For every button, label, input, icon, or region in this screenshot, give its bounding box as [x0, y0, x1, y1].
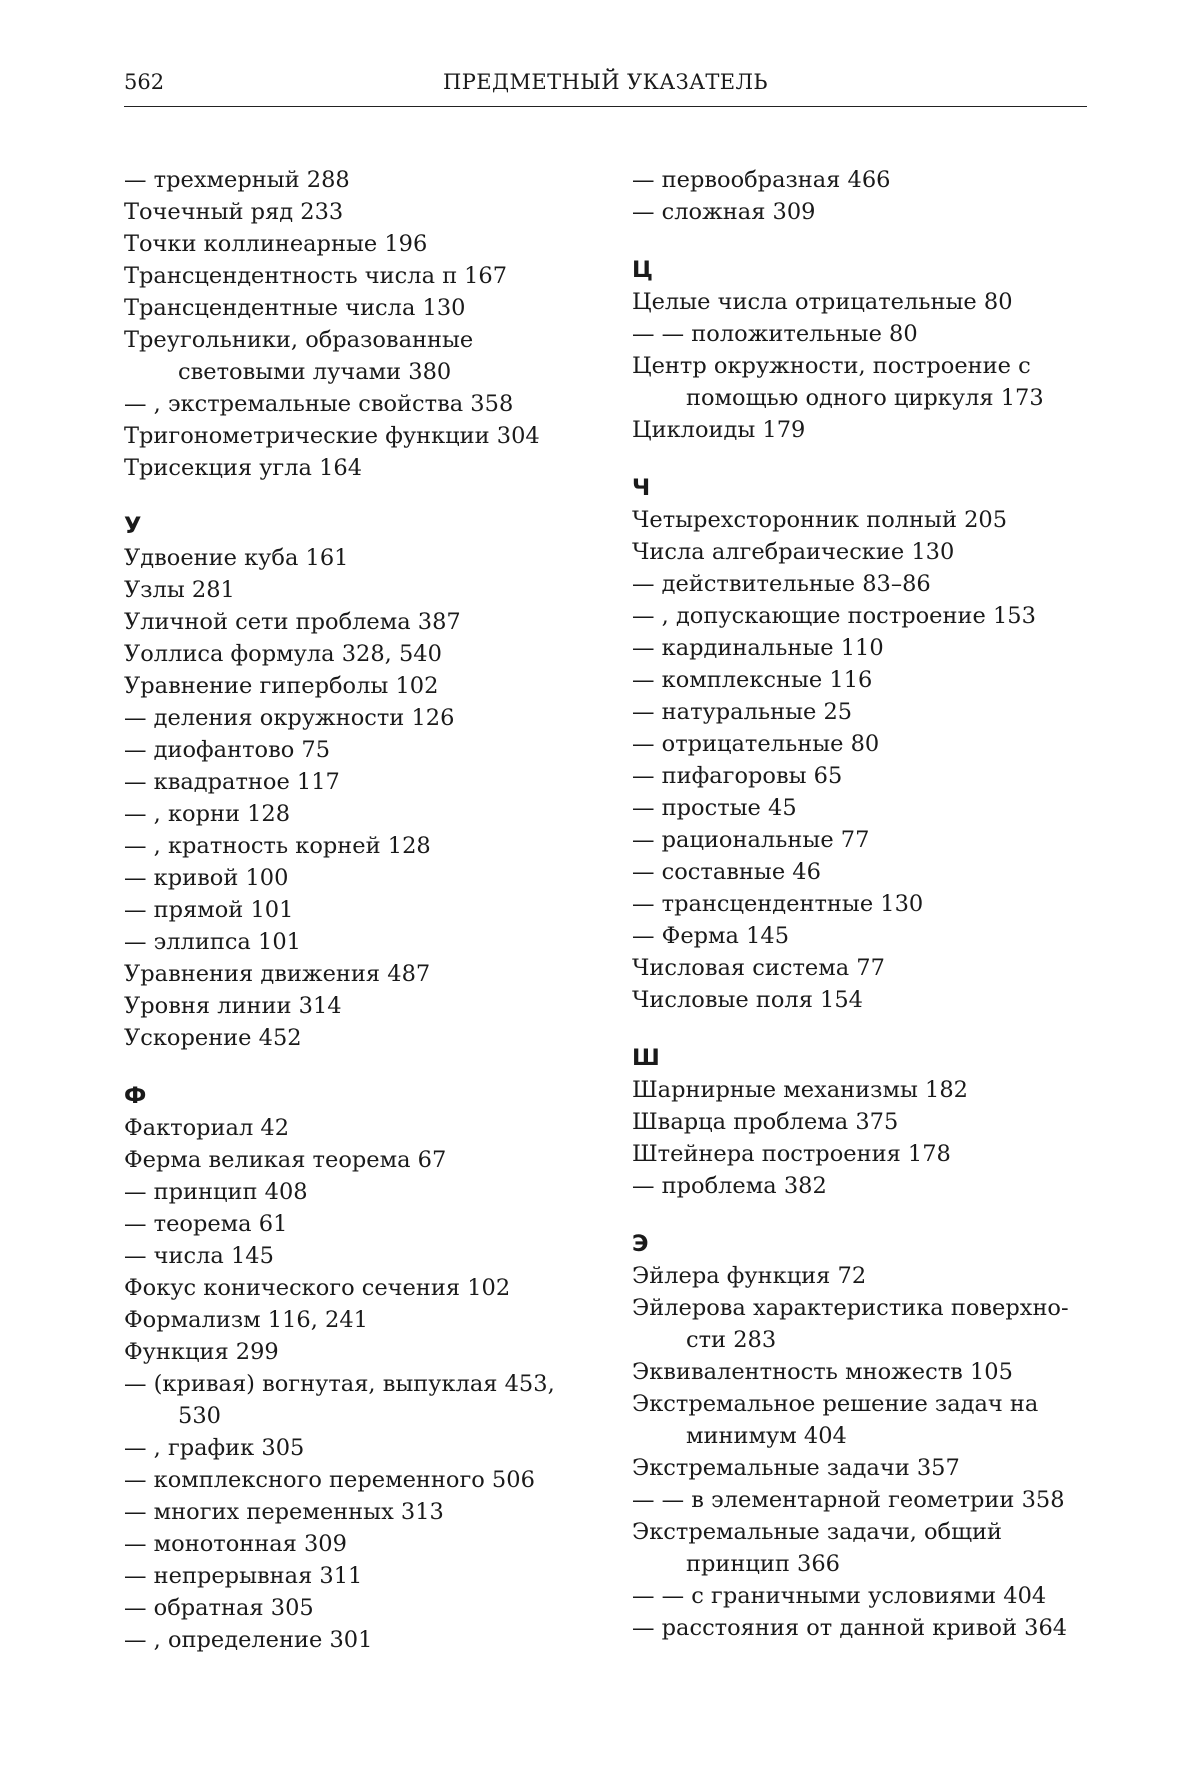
index-entry	[632, 350, 1087, 414]
index-entry-text: — простые 45	[632, 795, 797, 821]
index-entry-text: — теорема 61	[124, 1211, 288, 1237]
index-entry-text: — , допускающие построение 153	[632, 603, 1036, 629]
index-entry-text: Уравнения движения 487	[124, 961, 431, 987]
section-letter: Ф	[124, 1083, 147, 1109]
index-entry-text: Числовая система 77	[632, 955, 885, 981]
index-entry-text: — монотонная 309	[124, 1531, 347, 1557]
index-entry-text: — , определение 301	[124, 1627, 373, 1653]
index-entry-text: — Ферма 145	[632, 923, 790, 949]
index-entry	[632, 824, 1087, 856]
index-entry-text: Точки коллинеарные 196	[124, 231, 428, 257]
index-entry	[124, 1022, 579, 1054]
index-entry	[632, 1452, 1087, 1484]
index-entry-text: — трехмерный 288	[124, 167, 350, 193]
index-entry-text: — комплексного переменного 506	[124, 1467, 535, 1493]
index-entry-text: — непрерывная 311	[124, 1563, 363, 1589]
right-column	[632, 164, 1087, 1644]
index-entry	[124, 798, 579, 830]
index-entry	[632, 1484, 1087, 1516]
index-entry	[124, 228, 579, 260]
index-entry	[632, 196, 1087, 228]
index-entry	[124, 894, 579, 926]
index-entry	[632, 728, 1087, 760]
index-entry-text: Точечный ряд 233	[124, 199, 344, 225]
index-entry-text: Шарнирные механизмы 182	[632, 1077, 968, 1103]
page-number: 562	[124, 70, 165, 94]
index-entry-text: Функция 299	[124, 1339, 279, 1365]
index-entry	[124, 164, 579, 196]
index-entry	[632, 1612, 1087, 1644]
index-entry-text: — первообразная 466	[632, 167, 891, 193]
index-entry-text: — , экстремальные свойства 358	[124, 391, 514, 417]
index-entry	[632, 504, 1087, 536]
index-entry-text: — натуральные 25	[632, 699, 853, 725]
index-entry	[124, 606, 579, 638]
index-entry-text: — , корни 128	[124, 801, 291, 827]
index-entry-text: — прямой 101	[124, 897, 294, 923]
index-entry	[124, 1368, 579, 1432]
index-entry	[124, 862, 579, 894]
index-entry-text: — расстояния от данной кривой 364	[632, 1615, 1068, 1641]
index-entry-text: — рациональные 77	[632, 827, 870, 853]
section-gap	[632, 446, 1087, 472]
index-entry	[124, 324, 579, 388]
index-entry-text: Удвоение куба 161	[124, 545, 349, 571]
index-entry	[124, 1560, 579, 1592]
index-entry	[632, 414, 1087, 446]
index-entry	[632, 1292, 1087, 1356]
index-entry-text: — диофантово 75	[124, 737, 331, 763]
index-entry	[124, 1336, 579, 1368]
index-entry-text: Числовые поля 154	[632, 987, 863, 1013]
index-entry	[632, 536, 1087, 568]
index-entry	[632, 164, 1087, 196]
index-entry-text: Ускорение 452	[124, 1025, 302, 1051]
index-entry-text: Уоллиса формула 328, 540	[124, 641, 442, 667]
index-entry-continuation: помощью одного циркуля 173	[686, 385, 1044, 411]
index-entry	[632, 792, 1087, 824]
index-entry-continuation: минимум 404	[686, 1423, 847, 1449]
index-entry-text: Тригонометрические функции 304	[124, 423, 540, 449]
section-letter: Ц	[632, 257, 653, 283]
index-entry	[124, 1176, 579, 1208]
index-entry	[632, 1516, 1087, 1580]
index-entry-text: — пифагоровы 65	[632, 763, 843, 789]
index-entry	[124, 1240, 579, 1272]
index-entry-text: Циклоиды 179	[632, 417, 806, 443]
index-entry-text: Формализм 116, 241	[124, 1307, 368, 1333]
index-entry-text: — принцип 408	[124, 1179, 308, 1205]
index-entry-text: — — с граничными условиями 404	[632, 1583, 1047, 1609]
index-entry-text: — деления окружности 126	[124, 705, 455, 731]
index-entry	[124, 452, 579, 484]
index-entry-text: Фокус конического сечения 102	[124, 1275, 511, 1301]
index-entry	[632, 1580, 1087, 1612]
index-entry-text: — действительные 83–86	[632, 571, 931, 597]
index-entry	[124, 766, 579, 798]
index-entry	[124, 1144, 579, 1176]
index-entry-text: — — в элементарной геометрии 358	[632, 1487, 1065, 1513]
index-entry-text: — составные 46	[632, 859, 821, 885]
index-entry	[632, 632, 1087, 664]
section-gap	[632, 1016, 1087, 1042]
index-entry-text: Факториал 42	[124, 1115, 290, 1141]
index-entry	[124, 1112, 579, 1144]
index-entry	[632, 1260, 1087, 1292]
index-entry-text: — кардинальные 110	[632, 635, 884, 661]
index-entry-text: — квадратное 117	[124, 769, 340, 795]
index-entry-text: — трансцендентные 130	[632, 891, 924, 917]
section-letter: У	[124, 513, 142, 539]
index-entry-text: Целые числа отрицательные 80	[632, 289, 1013, 315]
index-entry	[124, 1272, 579, 1304]
index-entry	[632, 696, 1087, 728]
index-entry-text: — обратная 305	[124, 1595, 314, 1621]
index-entry	[124, 990, 579, 1022]
running-title: ПРЕДМЕТНЫЙ УКАЗАТЕЛЬ	[443, 70, 768, 94]
index-entry-text: Штейнера построения 178	[632, 1141, 951, 1167]
index-entry	[632, 1106, 1087, 1138]
index-entry	[632, 568, 1087, 600]
index-entry-text: Экстремальное решение задач на	[632, 1391, 1039, 1417]
index-entry	[124, 388, 579, 420]
index-entry-text: Узлы 281	[124, 577, 235, 603]
index-entry-text: Экстремальные задачи, общий	[632, 1519, 1003, 1545]
index-entry-text: Уличной сети проблема 387	[124, 609, 461, 635]
index-entry-text: — отрицательные 80	[632, 731, 880, 757]
section-letter: Э	[632, 1231, 649, 1257]
index-entry	[632, 318, 1087, 350]
index-entry	[124, 702, 579, 734]
index-entry-text: Эйлерова характеристика поверхно-	[632, 1295, 1069, 1321]
index-entry-text: — — положительные 80	[632, 321, 918, 347]
index-page	[124, 64, 1087, 1744]
index-entry-text: Центр окружности, построение с	[632, 353, 1031, 379]
index-entry	[124, 1624, 579, 1656]
index-entry-text: — , кратность корней 128	[124, 833, 431, 859]
index-entry	[124, 1464, 579, 1496]
section-gap	[632, 1202, 1087, 1228]
index-entry	[124, 292, 579, 324]
index-entry-continuation: сти 283	[686, 1327, 777, 1353]
index-entry-text: Уровня линии 314	[124, 993, 342, 1019]
index-entry	[632, 760, 1087, 792]
left-column	[124, 164, 579, 1656]
index-entry	[124, 1208, 579, 1240]
index-entry	[124, 420, 579, 452]
index-entry-text: Эйлера функция 72	[632, 1263, 867, 1289]
index-entry-text: — (кривая) вогнутая, выпуклая 453,	[124, 1371, 555, 1397]
index-entry	[632, 286, 1087, 318]
index-entry	[124, 196, 579, 228]
index-entry-continuation: принцип 366	[686, 1551, 840, 1577]
index-entry	[632, 1138, 1087, 1170]
index-entry	[124, 958, 579, 990]
index-entry-text: — , график 305	[124, 1435, 305, 1461]
index-entry	[124, 1592, 579, 1624]
section-letter: Ч	[632, 475, 651, 501]
index-entry-text: — сложная 309	[632, 199, 816, 225]
index-entry-text: Четырехсторонник полный 205	[632, 507, 1008, 533]
index-entry	[124, 926, 579, 958]
index-entry	[124, 638, 579, 670]
index-entry-text: — проблема 382	[632, 1173, 827, 1199]
index-entry	[632, 984, 1087, 1016]
index-entry-text: Ферма великая теорема 67	[124, 1147, 447, 1173]
index-entry	[124, 1304, 579, 1336]
index-entry-text: Трансцендентность числа π 167	[124, 263, 508, 289]
index-entry	[632, 1388, 1087, 1452]
index-entry-text: Шварца проблема 375	[632, 1109, 899, 1135]
index-entry-continuation: 530	[178, 1403, 221, 1429]
index-entry-text: — эллипса 101	[124, 929, 301, 955]
index-entry	[124, 830, 579, 862]
index-entry-text: Числа алгебраические 130	[632, 539, 955, 565]
index-entry-text: Треугольники, образованные	[124, 327, 474, 353]
running-header	[124, 64, 1087, 107]
index-entry	[124, 734, 579, 766]
section-gap	[124, 1054, 579, 1080]
index-entry	[632, 856, 1087, 888]
index-entry-text: Трансцендентные числа 130	[124, 295, 466, 321]
index-entry-text: — числа 145	[124, 1243, 274, 1269]
index-entry	[124, 1432, 579, 1464]
index-entry-text: Эквивалентность множеств 105	[632, 1359, 1013, 1385]
index-entry	[124, 1528, 579, 1560]
index-entry-text: Уравнение гиперболы 102	[124, 673, 439, 699]
index-entry-continuation: световыми лучами 380	[178, 359, 452, 385]
index-entry-text: Экстремальные задачи 357	[632, 1455, 960, 1481]
index-entry	[124, 670, 579, 702]
index-entry	[632, 1356, 1087, 1388]
index-entry	[632, 888, 1087, 920]
index-entry	[632, 952, 1087, 984]
index-entry	[124, 1496, 579, 1528]
index-entry	[632, 1074, 1087, 1106]
section-gap	[124, 484, 579, 510]
index-entry	[124, 542, 579, 574]
index-entry-text: Трисекция угла 164	[124, 455, 363, 481]
index-entry	[632, 600, 1087, 632]
section-gap	[632, 228, 1087, 254]
index-entry	[632, 664, 1087, 696]
index-entry-text: — кривой 100	[124, 865, 289, 891]
index-entry	[124, 260, 579, 292]
index-entry-text: — многих переменных 313	[124, 1499, 444, 1525]
index-entry	[124, 574, 579, 606]
section-letter: Ш	[632, 1045, 660, 1071]
index-entry-text: — комплексные 116	[632, 667, 873, 693]
index-entry	[632, 1170, 1087, 1202]
index-entry	[632, 920, 1087, 952]
